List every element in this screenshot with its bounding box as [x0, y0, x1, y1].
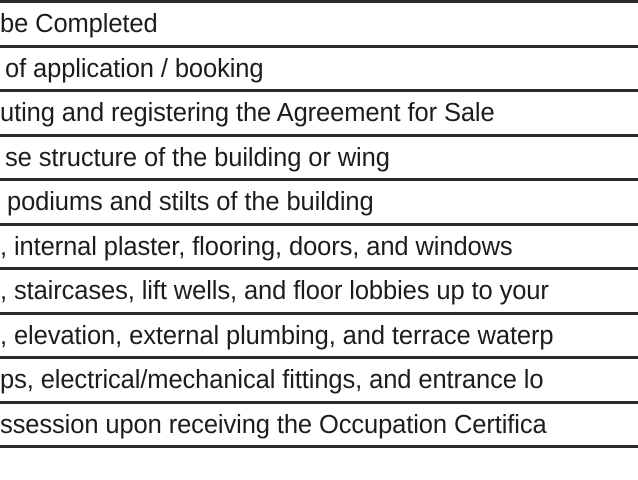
table-row	[0, 137, 638, 182]
table-cell: , internal plaster, flooring, doors, and windows	[0, 232, 513, 261]
table-cell: se structure of the building or wing	[5, 143, 390, 172]
table-row	[0, 48, 638, 93]
table-row	[0, 404, 638, 449]
table-cell: podiums and stilts of the building	[7, 188, 374, 216]
table-cell: of application / booking	[5, 54, 264, 83]
table-row	[0, 359, 638, 404]
table-row	[0, 226, 638, 271]
table-cell: ps, electrical/mechanical fittings, and entrance lo	[0, 366, 544, 394]
table-cell: ssession upon receiving the Occupation Certifica	[0, 410, 547, 439]
table-row	[0, 92, 638, 137]
table-cell: , staircases, lift wells, and floor lobbies up to your	[0, 277, 549, 305]
table-row	[0, 181, 638, 226]
table-cell: , elevation, external plumbing, and terrace waterp	[0, 321, 554, 350]
table-row	[0, 315, 638, 360]
table-row	[0, 3, 638, 48]
table-cell: uting and registering the Agreement for Sale	[0, 99, 495, 127]
table-row	[0, 270, 638, 315]
table-cell: be Completed	[0, 10, 158, 38]
